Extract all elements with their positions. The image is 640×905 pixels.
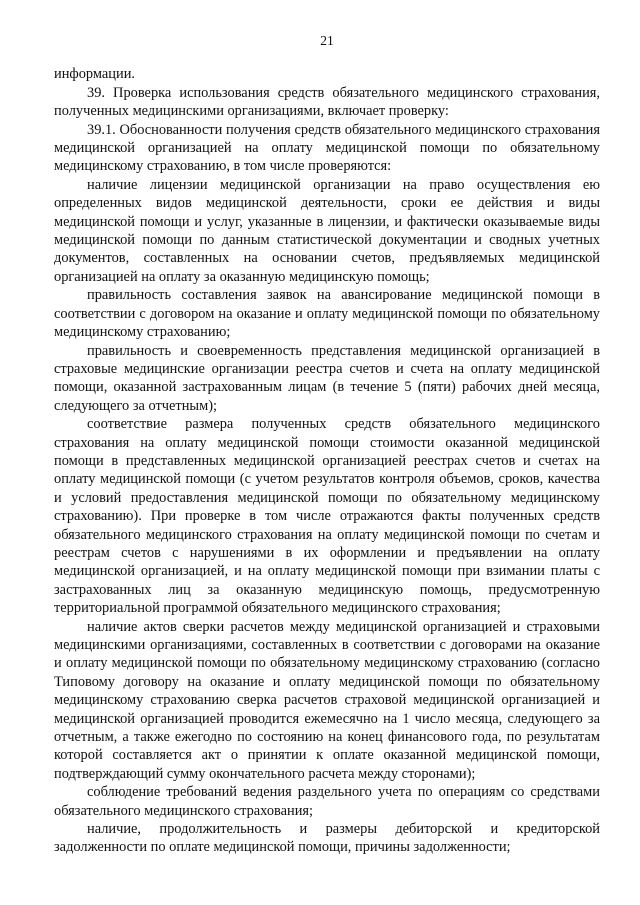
paragraph-continuation: информации.: [54, 66, 135, 83]
paragraph-receivables-payables: наличие, продолжительность и размеры дебиторской и кредиторской задолженности по оплате медицинской помощи, причины задолженности;: [54, 821, 600, 856]
document-page: [54, 32, 600, 857]
page-number: 21: [320, 33, 334, 48]
paragraph-reconciliation-acts: наличие актов сверки расчетов между медицинской организацией и страховыми медицинскими организациями, составленных в соответствии с договорами на оказание и оплату медицинской помощи по обязательному медицинскому страхованию (согласно Типовому договору на оказание и оплату медицинской помощи по обязательному медицинскому страхованию сверка расчетов страховой медицинской организацией и медицинской организацией проводится ежемесячно на 1 число месяца, следующего за отчетным, а также ежегодно по состоянию на конец финансового года, по результатам которой составляется акт о принятии к оплате оказанной медицинской помощи, подтверждающий сумму окончательного расчета между сторонами);: [54, 618, 600, 782]
paragraph-advance-requests: правильность составления заявок на авансирование медицинской помощи в соответствии с договором на оказание и оплату медицинской помощи по обязательному медицинскому страхованию;: [54, 287, 600, 341]
paragraph-funds-correspondence: соответствие размера полученных средств обязательного медицинского страхования на оплату медицинской помощи стоимости оказанной медицинской помощи в представленных медицинской организацией реестрах счетов и счетах на оплату медицинской помощи (с учетом результатов контроля объемов, сроков, качества и условий предоставления медицинской помощи по обязательному медицинскому страхованию). При проверке в том числе отражаются факты полученных средств обязательного медицинского страхования на оплату медицинской помощи по счетам и реестрам счетов с нарушениями в их оформлении и предъявлении на оплату медицинской организацией, и на оплату медицинской помощи при взимании платы с застрахованных лиц за оказанную медицинскую помощь, предусмотренную территориальной программой обязательного медицинского страхования;: [54, 416, 600, 617]
paragraph-license: наличие лицензии медицинской организации на право осуществления ею определенных видов медицинской деятельности, сроки ее действия и виды медицинской помощи и услуг, указанные в лицензии, и фактически оказываемые виды медицинской помощи по данным статистической документации и сводных учетных документов, составленных на основании счетов, предъявляемых медицинской организацией на оплату за оказанную медицинскую помощь;: [54, 176, 600, 285]
paragraph-separate-accounting: соблюдение требований ведения раздельного учета по операциям со средствами обязательного медицинского страхования;: [54, 784, 600, 819]
paragraph-39-1: 39.1. Обоснованности получения средств обязательного медицинского страхования медицинской организацией на оплату медицинской помощи по обязательному медицинскому страхованию, в том числе проверяются:: [54, 121, 600, 175]
paragraph-39: 39. Проверка использования средств обязательного медицинского страхования, полученных медицинскими организациями, включает проверку:: [54, 84, 600, 120]
paragraph-invoice-registry: правильность и своевременность представления медицинской организацией в страховые медицинские организации реестра счетов и счета на оплату медицинской помощи, оказанной застрахованным лицам (в течение 5 (пяти) рабочих дней месяца, следующего за отчетным);: [54, 342, 600, 414]
